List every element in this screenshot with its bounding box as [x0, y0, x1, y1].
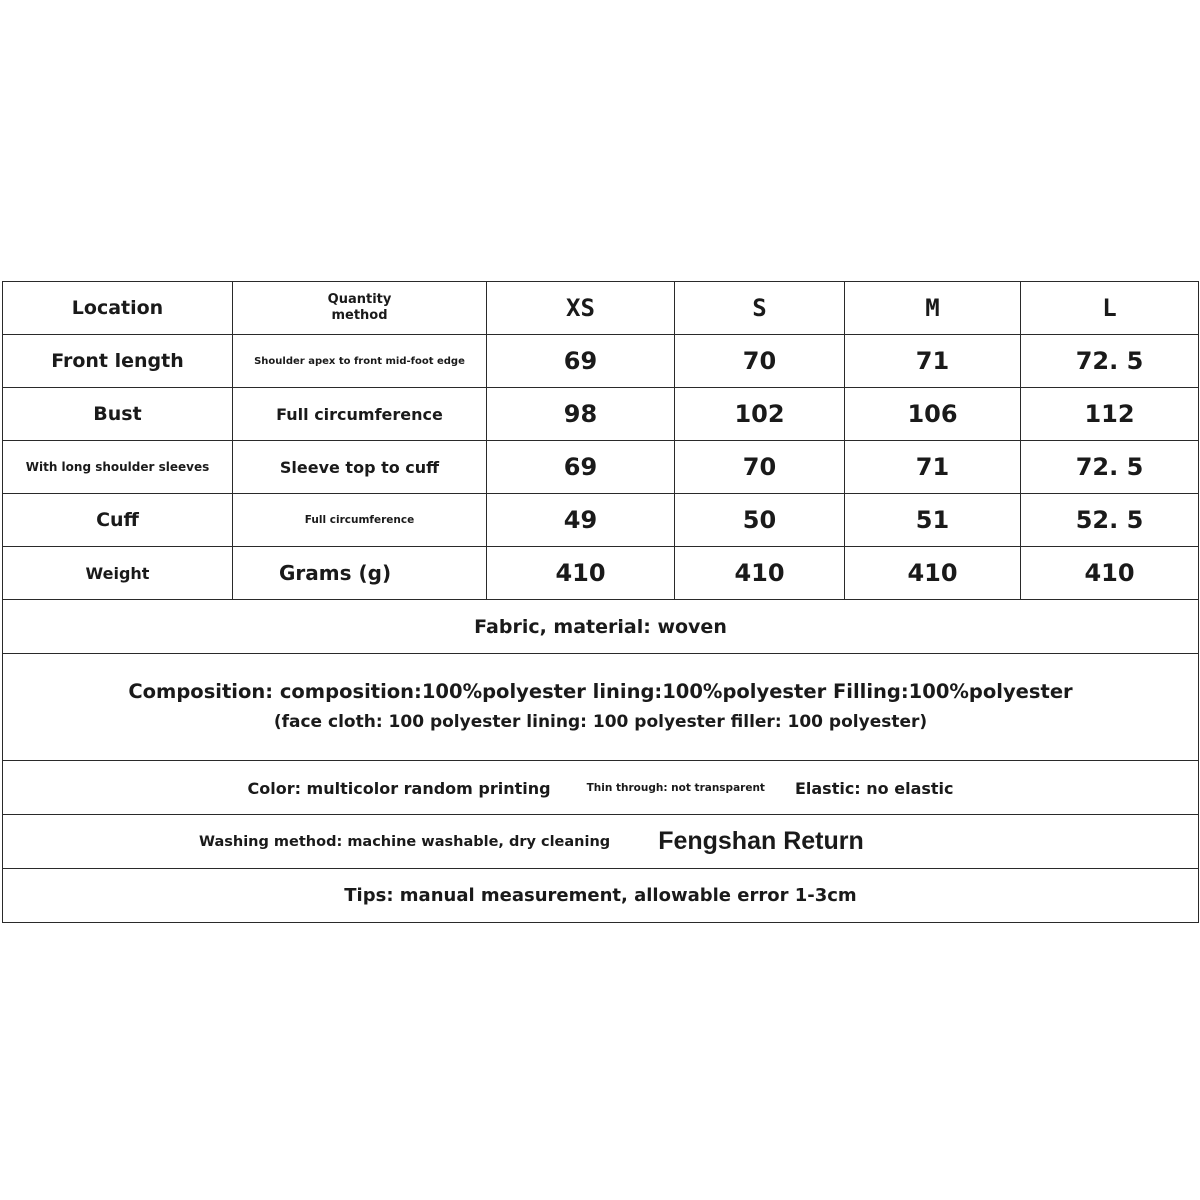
value-cell-l: 72. 5 [1021, 441, 1199, 494]
table-row [3, 335, 1199, 388]
tips-text: Tips: manual measurement, allowable error 1-3cm [3, 869, 1199, 923]
value-cell-m: 71 [845, 441, 1021, 494]
value-cell-s: 50 [675, 494, 845, 547]
return-note: Fengshan Return [658, 827, 864, 855]
color-property: Color: multicolor random printing [247, 778, 551, 798]
table-row [3, 547, 1199, 600]
value-cell-l: 112 [1021, 388, 1199, 441]
header-method-line2: method [331, 308, 388, 323]
value-cell-xs: 49 [487, 494, 675, 547]
header-location: Location [3, 282, 233, 335]
method-cell: Sleeve top to cuff [233, 441, 487, 494]
value-cell-xs: 410 [487, 547, 675, 600]
composition-line1: Composition: composition:100%polyester lining:100%polyester Filling:100%polyester [128, 680, 1073, 703]
size-chart-table [2, 281, 1199, 923]
composition-row [3, 654, 1199, 761]
method-cell: Shoulder apex to front mid-foot edge [233, 335, 487, 388]
value-cell-l: 410 [1021, 547, 1199, 600]
header-quantity-method [233, 282, 487, 335]
tips-row [3, 869, 1199, 923]
method-cell: Full circumference [233, 388, 487, 441]
washing-cell [3, 815, 1199, 869]
value-cell-xs: 69 [487, 441, 675, 494]
method-cell: Grams (g) [233, 547, 487, 600]
washing-method: Washing method: machine washable, dry cleaning [199, 833, 611, 850]
header-size-xs: XS [487, 282, 675, 335]
header-size-m: M [845, 282, 1021, 335]
value-cell-m: 106 [845, 388, 1021, 441]
value-cell-m: 71 [845, 335, 1021, 388]
composition-cell [3, 654, 1199, 761]
elastic-property: Elastic: no elastic [794, 778, 954, 798]
location-cell: Cuff [3, 494, 233, 547]
value-cell-l: 52. 5 [1021, 494, 1199, 547]
value-cell-s: 70 [675, 335, 845, 388]
fabric-text: Fabric, material: woven [3, 600, 1199, 654]
location-cell: Front length [3, 335, 233, 388]
washing-row [3, 815, 1199, 869]
location-cell: Bust [3, 388, 233, 441]
location-cell: Weight [3, 547, 233, 600]
value-cell-s: 102 [675, 388, 845, 441]
value-cell-m: 51 [845, 494, 1021, 547]
header-method-line1: Quantity [327, 292, 392, 307]
header-row [3, 282, 1199, 335]
value-cell-s: 410 [675, 547, 845, 600]
value-cell-l: 72. 5 [1021, 335, 1199, 388]
properties-cell [3, 761, 1199, 815]
header-size-l: L [1021, 282, 1199, 335]
composition-line2: (face cloth: 100 polyester lining: 100 polyester filler: 100 polyester) [273, 712, 928, 732]
table-row [3, 388, 1199, 441]
value-cell-xs: 98 [487, 388, 675, 441]
fabric-row [3, 600, 1199, 654]
table-row [3, 441, 1199, 494]
table-row [3, 494, 1199, 547]
method-cell: Full circumference [233, 494, 487, 547]
location-cell: With long shoulder sleeves [3, 441, 233, 494]
value-cell-s: 70 [675, 441, 845, 494]
value-cell-xs: 69 [487, 335, 675, 388]
properties-row [3, 761, 1199, 815]
thin-property: Thin through: not transparent [586, 782, 765, 794]
value-cell-m: 410 [845, 547, 1021, 600]
header-size-s: S [675, 282, 845, 335]
